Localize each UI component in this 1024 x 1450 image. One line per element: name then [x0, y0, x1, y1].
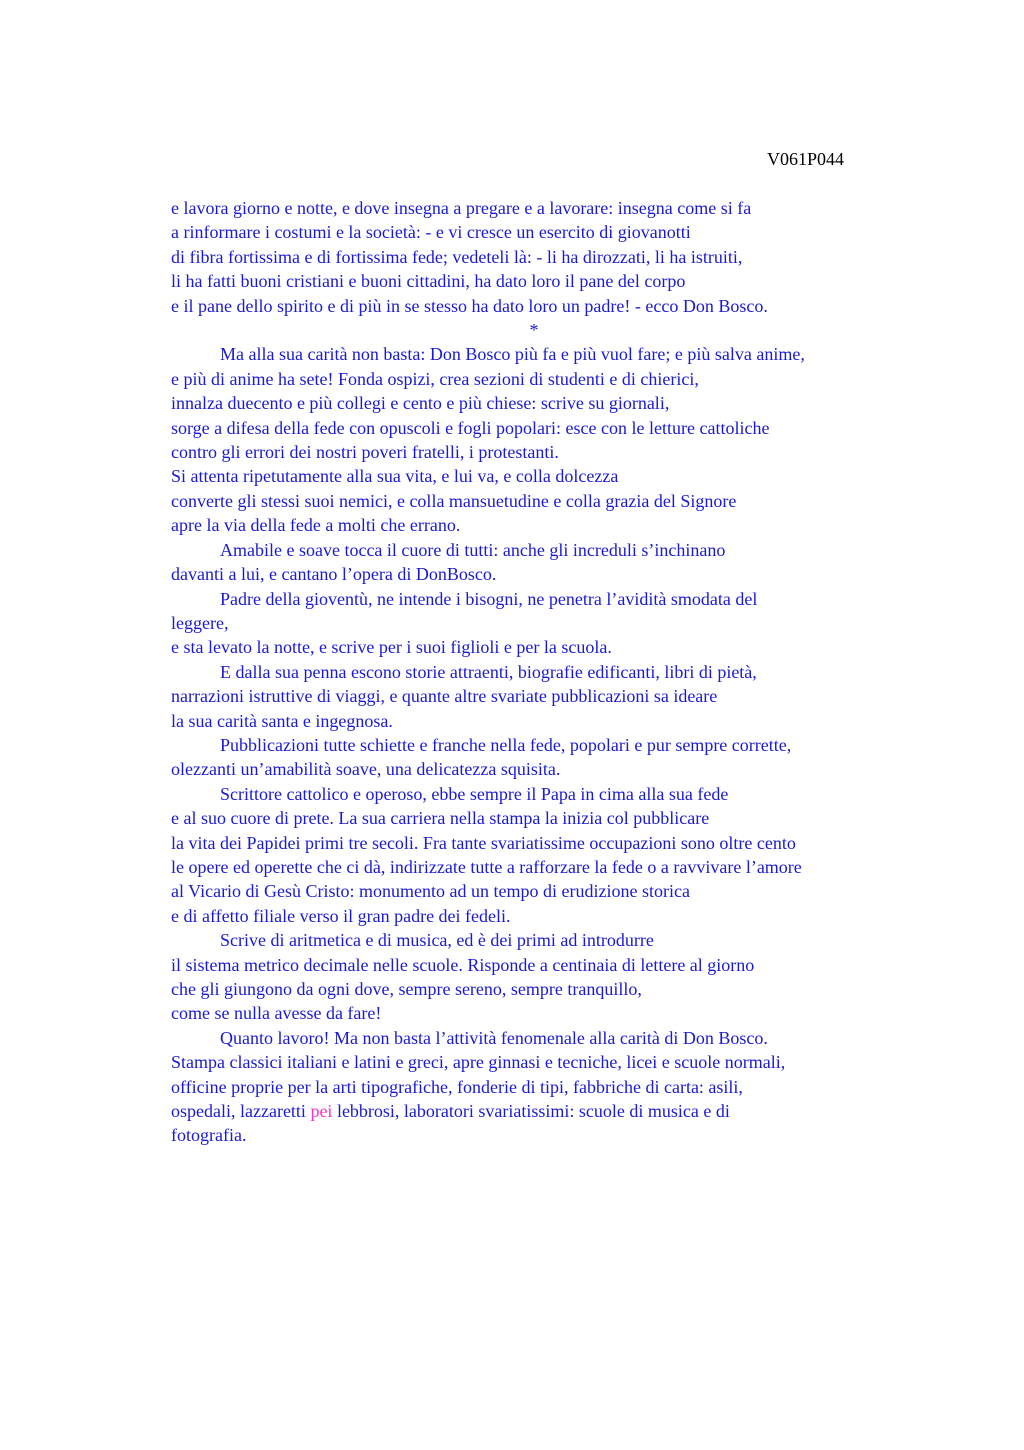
text-line: che gli giungono da ogni dove, sempre sereno, sempre tranquillo,: [171, 979, 642, 999]
text-line: come se nulla avesse da fare!: [171, 1003, 382, 1024]
text-line: e al suo cuore di prete. La sua carriera nella stampa la inizia col pubblicare: [171, 808, 710, 829]
text-line: e il pane dello spirito e di più in se stesso ha dato loro un padre! - ecco Don Bosco.: [171, 295, 768, 316]
text-line: E dalla sua penna escono storie attraenti, biografie edificanti, libri di pietà,: [220, 661, 757, 682]
page-identifier: V061P044: [766, 149, 844, 169]
text-line: Scrittore cattolico e operoso, ebbe sempre il Papa in cima alla sua fede: [220, 783, 729, 804]
text-segment: ospedali, lazzaretti: [171, 1101, 311, 1122]
text-line: Amabile e soave tocca il cuore di tutti: anche gli increduli s’inchinano: [220, 539, 726, 560]
text-line: innalza duecento e più collegi e cento e più chiese: scrive su giornali,: [171, 393, 670, 414]
text-line: contro gli errori dei nostri poveri fratelli, i protestanti.: [171, 442, 559, 463]
text-segment: lebbrosi, laboratori svariatissimi: scuole di musica e di: [332, 1101, 730, 1122]
text-line: apre la via della fede a molti che errano.: [171, 515, 461, 536]
text-line: narrazioni istruttive di viaggi, e quante altre svariate pubblicazioni sa ideare: [171, 686, 718, 707]
text-line: sorge a difesa della fede con opuscoli e fogli popolari: esce con le letture cattoliche: [171, 417, 770, 438]
text-line: il sistema metrico decimale nelle scuole. Risponde a centinaia di lettere al giorno: [171, 954, 755, 975]
text-line: Padre della gioventù, ne intende i bisogni, ne penetra l’avidità smodata del: [220, 588, 758, 609]
text-line: officine proprie per la arti tipografiche, fonderie di tipi, fabbriche di carta: asili,: [171, 1076, 743, 1097]
text-line: fotografia.: [171, 1125, 247, 1146]
text-line: Quanto lavoro! Ma non basta l’attività fenomenale alla carità di Don Bosco.: [220, 1027, 768, 1048]
text-line: li ha fatti buoni cristiani e buoni cittadini, ha dato loro il pane del corpo: [171, 271, 686, 292]
text-line: le opere ed operette che ci dà, indirizzate tutte a rafforzare la fede o a ravvivare l’amore: [171, 856, 802, 877]
text-line: la sua carità santa e ingegnosa.: [171, 710, 393, 731]
text-line: Ma alla sua carità non basta: Don Bosco più fa e più vuol fare; e più salva anime,: [220, 344, 805, 365]
text-line: e lavora giorno e notte, e dove insegna a pregare e a lavorare: insegna come si fa: [171, 198, 752, 218]
document-body: [171, 196, 911, 1148]
text-line: Stampa classici italiani e latini e greci, apre ginnasi e tecniche, licei e scuole normali,: [171, 1052, 786, 1073]
highlighted-word: pei: [310, 1101, 333, 1122]
text-line: [171, 1099, 911, 1123]
text-line: davanti a lui, e cantano l’opera di DonBosco.: [171, 564, 497, 585]
text-line: converte gli stessi suoi nemici, e colla mansuetudine e colla grazia del Signore: [171, 490, 737, 511]
text-line: e di affetto filiale verso il gran padre dei fedeli.: [171, 905, 511, 926]
text-line: Si attenta ripetutamente alla sua vita, e lui va, e colla dolcezza: [171, 466, 619, 487]
text-line: Scrive di aritmetica e di musica, ed è dei primi ad introdurre: [220, 930, 654, 951]
text-line: di fibra fortissima e di fortissima fede; vedeteli là: - li ha dirozzati, li ha istruiti,: [171, 246, 743, 267]
text-line: e sta levato la notte, e scrive per i suoi figlioli e per la scuola.: [171, 637, 612, 658]
text-line: a rinformare i costumi e la società: - e vi cresce un esercito di giovanotti: [171, 222, 691, 243]
section-separator: *: [529, 320, 539, 341]
text-line: Pubblicazioni tutte schiette e franche nella fede, popolari e pur sempre corrette,: [220, 734, 792, 755]
text-line: al Vicario di Gesù Cristo: monumento ad un tempo di erudizione storica: [171, 881, 690, 902]
text-line: olezzanti un’amabilità soave, una delicatezza squisita.: [171, 759, 561, 780]
text-line: la vita dei Papidei primi tre secoli. Fra tante svariatissime occupazioni sono oltre cento: [171, 832, 796, 853]
text-line: leggere,: [171, 612, 229, 633]
text-line: e più di anime ha sete! Fonda ospizi, crea sezioni di studenti e di chierici,: [171, 368, 699, 389]
